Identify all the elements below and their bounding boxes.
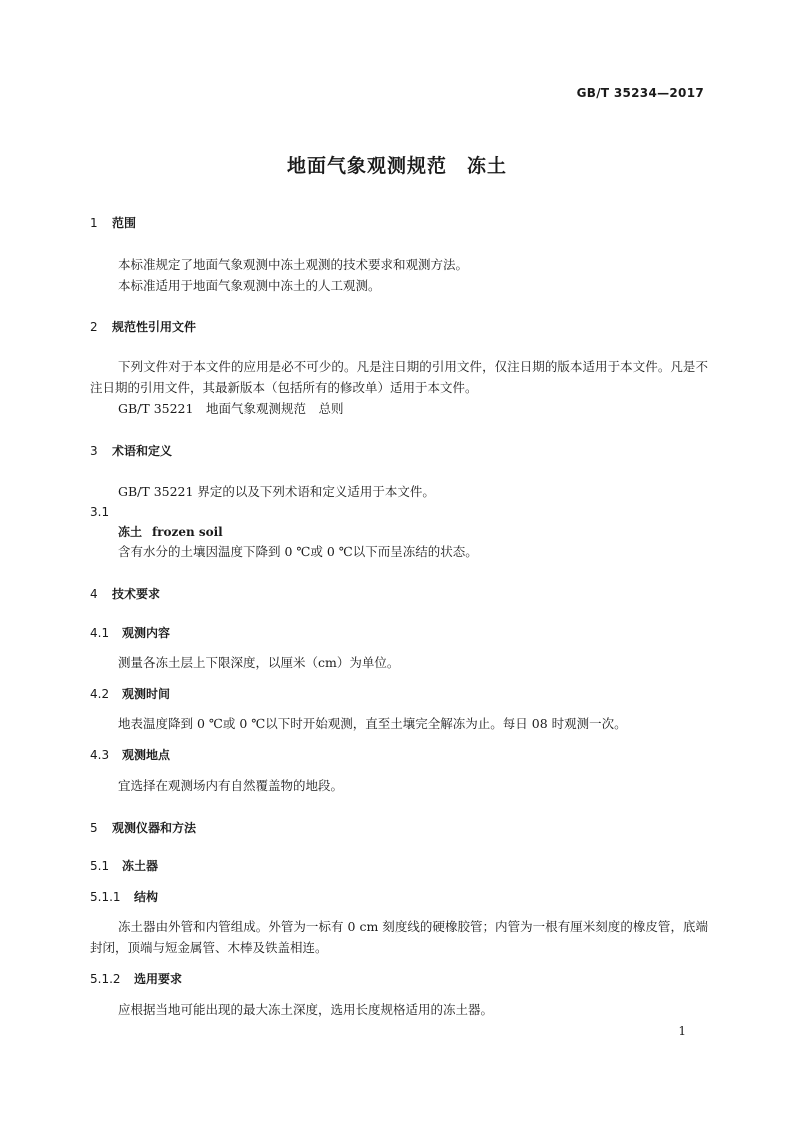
subsection-5-1-heading (90, 857, 158, 874)
paragraph: 冻土器由外管和内管组成。外管为一标有 0 cm 刻度线的硬橡胶管；内管为一根有厘米刻度的橡皮管，底端封闭，顶端与短金属管、木棒及铁盖相连。 (90, 919, 708, 955)
section-title: 术语和定义 (112, 444, 173, 458)
section-number: 4.3 (90, 748, 110, 762)
section-2-heading (90, 318, 196, 335)
term-zh: 冻土 (118, 525, 143, 539)
section-5-heading (90, 819, 196, 836)
paragraph: 应根据当地可能出现的最大冻土深度，选用长度规格适用的冻土器。 (118, 1002, 494, 1017)
term-definition: 含有水分的土壤因温度下降到 0 ℃或 0 ℃以下而呈冻结的状态。 (118, 544, 478, 559)
section-title: 观测地点 (122, 748, 171, 762)
section-title: 观测内容 (122, 626, 171, 640)
subsection-4-3-heading (90, 746, 170, 763)
section-number: 3 (90, 444, 98, 458)
standard-code: GB/T 35234—2017 (576, 86, 704, 100)
section-title: 冻土器 (122, 859, 159, 873)
paragraph: 下列文件对于本文件的应用是必不可少的。凡是注日期的引用文件，仅注日期的版本适用于本文件。凡是不注日期的引用文件，其最新版本（包括所有的修改单）适用于本文件。 (90, 359, 708, 395)
section-title: 观测仪器和方法 (112, 821, 197, 835)
section-1-heading (90, 214, 136, 231)
section-number: 5.1 (90, 859, 110, 873)
document-title: 地面气象观测规范 冻土 (286, 155, 507, 177)
section-title: 规范性引用文件 (112, 320, 197, 334)
subsection-4-1-heading (90, 624, 170, 641)
section-title: 范围 (112, 216, 137, 230)
section-4-heading (90, 585, 160, 602)
term-entry (118, 523, 223, 540)
paragraph: 本标准适用于地面气象观测中冻土的人工观测。 (118, 278, 381, 293)
subsection-5-1-2-heading (90, 970, 182, 987)
paragraph: 本标准规定了地面气象观测中冻土观测的技术要求和观测方法。 (118, 257, 469, 272)
paragraph: 测量各冻土层上下限深度，以厘米（cm）为单位。 (118, 655, 400, 670)
section-title: 结构 (134, 890, 159, 904)
term-en: frozen soil (152, 525, 223, 539)
page-number: 1 (678, 1024, 686, 1038)
section-number: 4 (90, 587, 98, 601)
section-number: 5 (90, 821, 98, 835)
section-title: 观测时间 (122, 687, 171, 701)
paragraph: 宜选择在观测场内有自然覆盖物的地段。 (118, 778, 344, 793)
term-number: 3.1 (90, 505, 110, 519)
section-number: 4.1 (90, 626, 110, 640)
section-3-heading (90, 442, 172, 459)
section-number: 5.1.2 (90, 972, 121, 986)
section-number: 2 (90, 320, 98, 334)
subsection-5-1-1-heading (90, 888, 158, 905)
subsection-4-2-heading (90, 685, 170, 702)
paragraph: GB/T 35221 界定的以及下列术语和定义适用于本文件。 (118, 484, 435, 499)
section-number: 4.2 (90, 687, 110, 701)
section-number: 1 (90, 216, 98, 230)
reference-item: GB/T 35221 地面气象观测规范 总则 (118, 401, 344, 416)
section-number: 5.1.1 (90, 890, 121, 904)
section-title: 选用要求 (134, 972, 183, 986)
paragraph: 地表温度降到 0 ℃或 0 ℃以下时开始观测，直至土壤完全解冻为止。每日 08 时观测一次。 (118, 716, 627, 731)
section-title: 技术要求 (112, 587, 161, 601)
